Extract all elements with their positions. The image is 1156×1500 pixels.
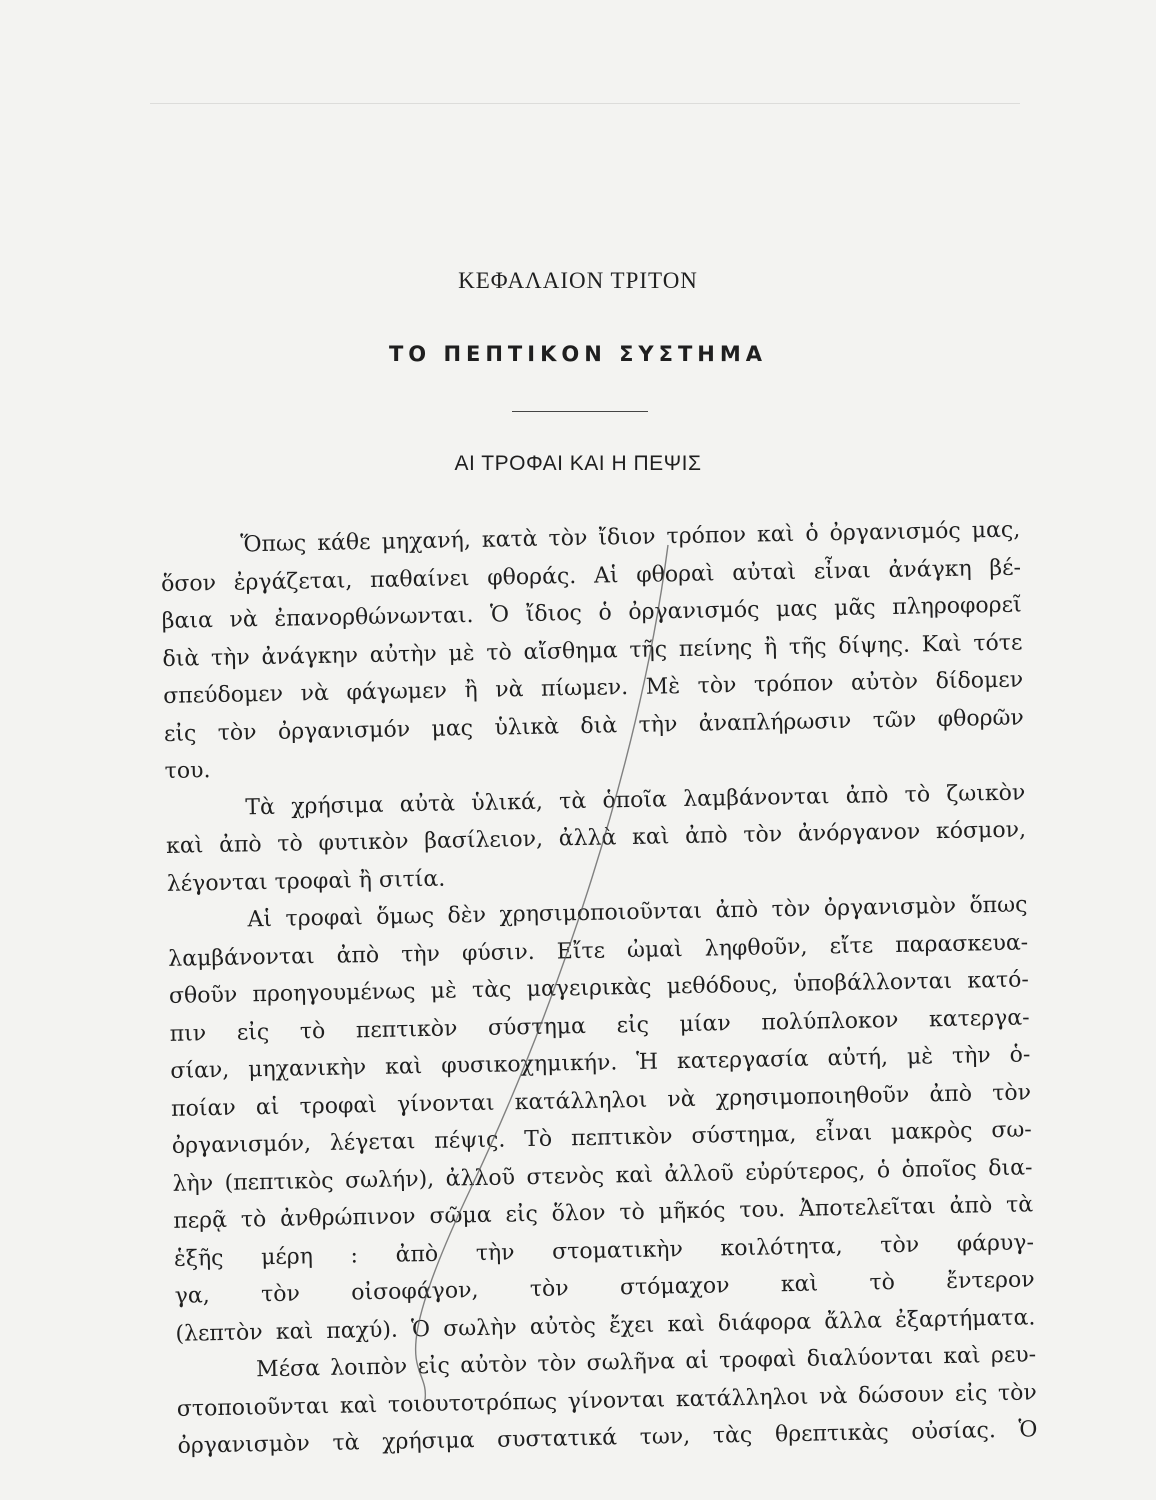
text-line: σπεύδομεν νὰ φάγωμεν ἢ νὰ πίωμεν. Μὲ τὸν τρόπον αὐτὸν δίδομεν <box>162 667 1024 709</box>
text-line: γα, τὸν οἰσοφάγον, τὸν στόμαχον καὶ τὸ ἔντερον <box>174 1267 1035 1309</box>
body-text <box>160 511 1038 1465</box>
title-divider <box>512 411 648 412</box>
text-line: Ὅπως κάθε μηχανή, κατὰ τὸν ἴδιον τρόπον καὶ ὁ ὀργανισμός μας, <box>240 517 1021 558</box>
text-line: σθοῦν προηγουμένως μὲ τὰς μαγειρικὰς μεθόδους, ὑποβάλλονται κατό- <box>168 967 1030 1009</box>
text-line: σίαν, μηχανικὴν καὶ φυσικοχημικήν. Ἡ κατεργασία αὐτή, μὲ τὴν ὁ- <box>170 1042 1031 1084</box>
text-line: διὰ τὴν ἀνάγκην αὐτὴν μὲ τὸ αἴσθημα τῆς πείνης ἢ τῆς δίψης. Καὶ τότε <box>162 629 1023 672</box>
text-line: εἰς τὸν ὀργανισμόν μας ὑλικὰ διὰ τὴν ἀναπλήρωσιν τῶν φθορῶν <box>163 704 1025 747</box>
text-line: ὀργανισμόν, λέγεται πέψις. Τὸ πεπτικὸν σύστημα, εἶναι μακρὸς σω- <box>171 1117 1032 1159</box>
text-line: ποίαν αἱ τροφαὶ γίνονται κατάλληλοι νὰ χρησιμοποιηθοῦν ἀπὸ τὸν <box>170 1079 1032 1122</box>
text-line: Τὰ χρήσιμα αὐτὰ ὑλικά, τὰ ὁποῖα λαμβάνονται ἀπὸ τὸ ζωικὸν <box>245 779 1026 820</box>
text-line: περᾷ τὸ ἀνθρώπινον σῶμα εἰς ὅλον τὸ μῆκός του. Ἀποτελεῖται ἀπὸ τὰ <box>173 1192 1034 1234</box>
chapter-label: ΚΕΦΑΛΑΙΟΝ ΤΡΙΤΟΝ <box>458 268 698 293</box>
text-line: Μέσα λοιπὸν εἰς αὐτὸν τὸν σωλῆνα αἱ τροφαὶ διαλύονται καὶ ρευ- <box>255 1342 1037 1383</box>
text-line: ὀργανισμὸν τὰ χρήσιμα συστατικά των, τὰς θρεπτικὰς οὐσίας. Ὁ <box>177 1417 1038 1459</box>
text-line: (λεπτὸν καὶ παχύ). Ὁ σωλὴν αὐτὸς ἔχει καὶ διάφορα ἄλλα ἐξαρτήματα. <box>175 1304 1036 1347</box>
text-line: βαια νὰ ἐπανορθώνωνται. Ὁ ἴδιος ὁ ὀργανισμός μας μᾶς πληροφορεῖ <box>161 592 1022 634</box>
text-line: λέγονται τροφαὶ ἢ σιτία. <box>166 866 446 897</box>
chapter-title: ΤΟ ΠΕΠΤΙΚΟΝ ΣΥΣΤΗΜΑ <box>388 342 768 366</box>
text-line: ἑξῆς μέρη : ἀπὸ τὴν στοματικὴν κοιλότητα, τὸν φάρυγ- <box>173 1229 1035 1272</box>
text-line: ὅσον ἐργάζεται, παθαίνει φθοράς. Αἱ φθοραὶ αὐταὶ εἶναι ἀνάγκη βέ- <box>160 554 1022 597</box>
text-line: λὴν (πεπτικὸς σωλήν), ἀλλοῦ στενὸς καὶ ἀλλοῦ εὐρύτερος, ὁ ὁποῖος δια- <box>172 1154 1033 1197</box>
text-line: πιν εἰς τὸ πεπτικὸν σύστημα εἰς μίαν πολύπλοκον κατεργα- <box>169 1004 1030 1047</box>
text-line: καὶ ἀπὸ τὸ φυτικὸν βασίλειον, ἀλλὰ καὶ ἀπὸ τὸν ἀνόργανον κόσμον, <box>165 817 1027 859</box>
bleed-through-rule <box>150 103 1020 104</box>
text-line: λαμβάνονται ἀπὸ τὴν φύσιν. Εἴτε ὠμαὶ ληφθοῦν, εἴτε παρασκευα- <box>168 929 1029 972</box>
section-title: ΑΙ ΤΡΟΦΑΙ ΚΑΙ Η ΠΕΨΙΣ <box>454 452 702 475</box>
text-line: στοποιοῦνται καὶ τοιουτοτρόπως γίνονται κατάλληλοι νὰ δώσουν εἰς τὸν <box>176 1379 1037 1422</box>
text-line: Αἱ τροφαὶ ὅμως δὲν χρησιμοποιοῦνται ἀπὸ τὸν ὀργανισμὸν ὅπως <box>247 892 1028 933</box>
text-line: του. <box>164 758 211 784</box>
